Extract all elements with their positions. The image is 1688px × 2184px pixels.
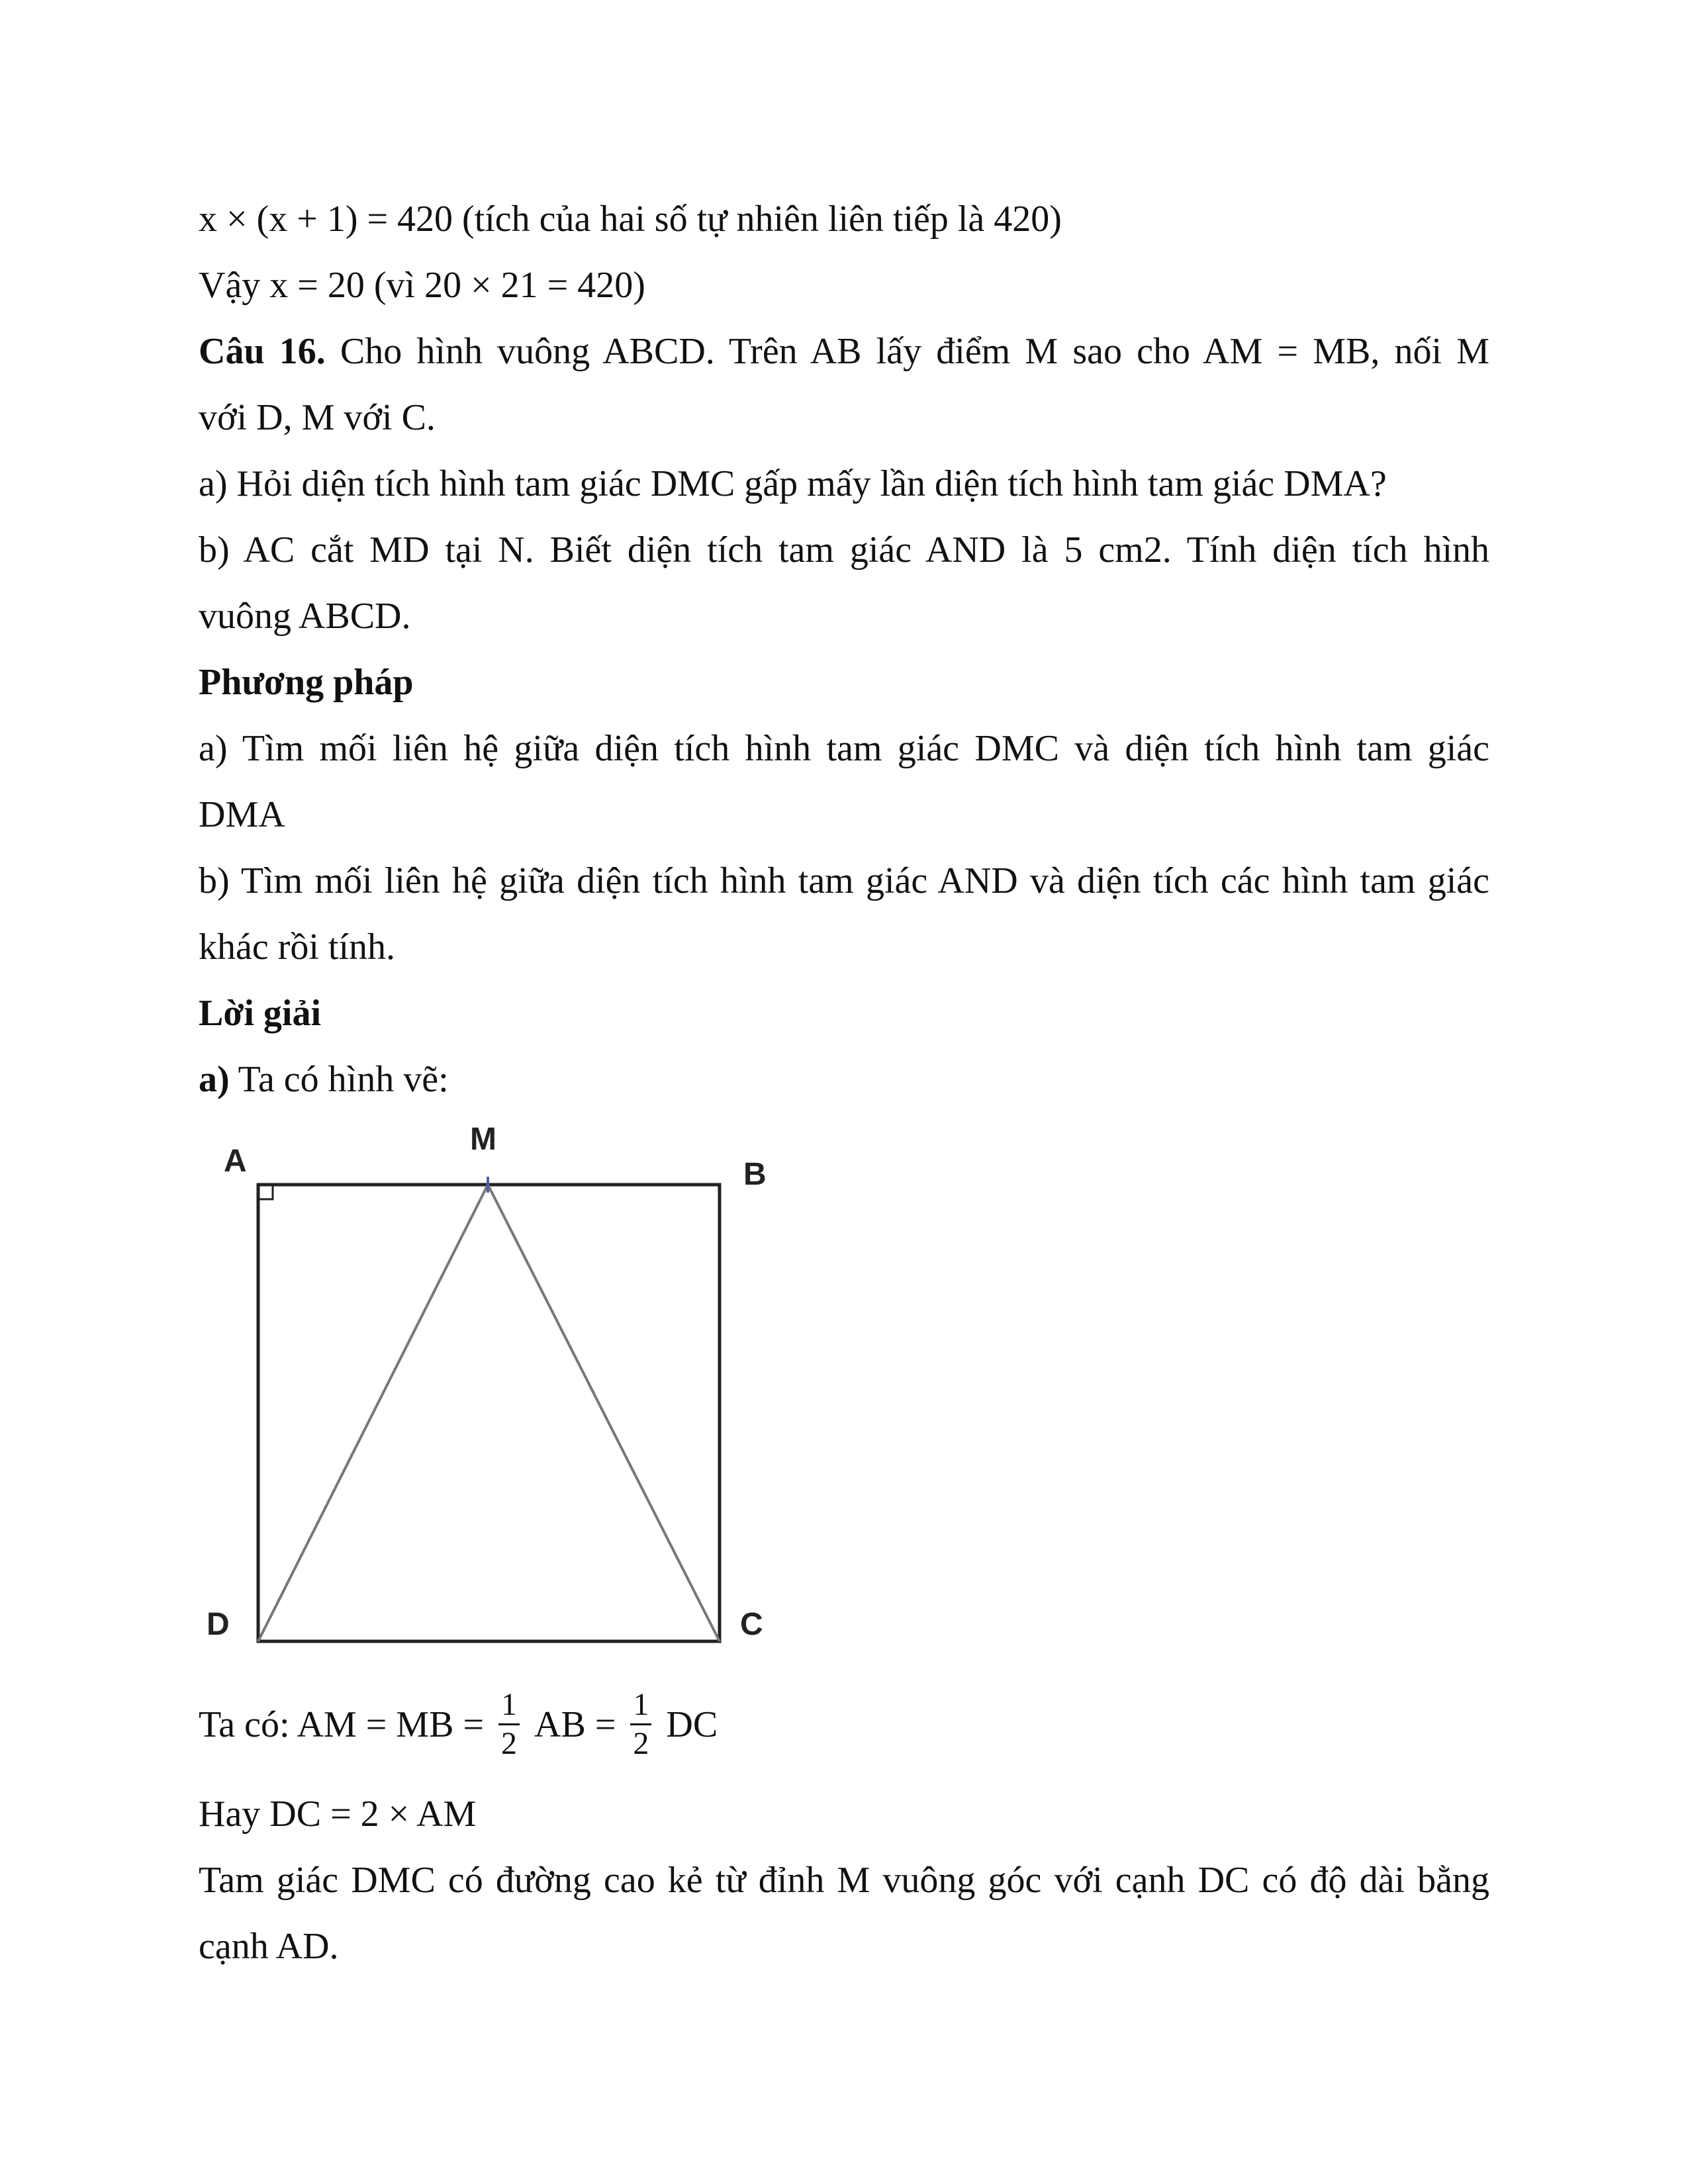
text-line-1: x × (x + 1) = 420 (tích của hai số tự nhiên liên tiếp là 420) <box>199 199 1062 240</box>
method-b-line-1: b) Tìm mối liên hệ giữa diện tích hình tam giác AND và diện tích các hình tam giác <box>199 860 1489 901</box>
fraction-half-1 <box>498 1686 520 1762</box>
segment-mc <box>488 1185 720 1641</box>
solution-line-dc: Hay DC = 2 × AM <box>199 1794 477 1835</box>
question-part-b-line-2: vuông ABCD. <box>199 596 411 637</box>
fraction-denominator: 2 <box>633 1725 649 1761</box>
solution-a-label: a) <box>199 1059 230 1100</box>
fraction-numerator: 1 <box>498 1686 520 1725</box>
solution-a-intro <box>199 1056 449 1103</box>
label-a: A <box>224 1144 247 1179</box>
question-text: Cho hình vuông ABCD. Trên AB lấy điểm M sao cho AM = MB, nối M <box>325 331 1489 372</box>
method-heading: Phương pháp <box>199 662 414 703</box>
equation-part-2: AB = <box>534 1704 616 1745</box>
square-abcd <box>258 1185 720 1641</box>
right-angle-mark <box>258 1185 273 1199</box>
fraction-denominator: 2 <box>501 1725 518 1761</box>
question-number: Câu 16. <box>199 331 326 372</box>
method-a-line-1: a) Tìm mối liên hệ giữa diện tích hình tam giác DMC và diện tích hình tam giác <box>199 728 1489 769</box>
method-b-line-2: khác rồi tính. <box>199 927 396 968</box>
label-c: C <box>740 1607 763 1642</box>
question-part-a: a) Hỏi diện tích hình tam giác DMC gấp mấy lần diện tích hình tam giác DMA? <box>199 463 1387 504</box>
square-figure <box>199 1118 794 1661</box>
question-16-line-2: với D, M với C. <box>199 397 436 438</box>
solution-heading: Lời giải <box>199 993 322 1034</box>
method-a-line-2: DMA <box>199 794 285 835</box>
solution-line-height-1: Tam giác DMC có đường cao kẻ từ đỉnh M vuông góc với cạnh DC có độ dài bằng <box>199 1860 1489 1901</box>
label-m: M <box>470 1122 496 1157</box>
question-part-b-line-1: b) AC cắt MD tại N. Biết diện tích tam giác AND là 5 cm2. Tính diện tích hình <box>199 529 1489 570</box>
segment-md <box>258 1185 488 1641</box>
equation-part-3: DC <box>666 1704 718 1745</box>
text-line-2: Vậy x = 20 (vì 20 × 21 = 420) <box>199 265 645 306</box>
solution-line-height-2: cạnh AD. <box>199 1926 339 1967</box>
equation-part-1: Ta có: AM = MB = <box>199 1704 485 1745</box>
label-d: D <box>207 1607 230 1642</box>
label-b: B <box>743 1157 767 1192</box>
fraction-numerator: 1 <box>630 1686 651 1725</box>
fraction-half-2 <box>630 1686 651 1762</box>
solution-equation <box>199 1678 718 1771</box>
question-16-line-1 <box>199 328 1489 375</box>
solution-a-text: Ta có hình vẽ: <box>229 1059 449 1100</box>
